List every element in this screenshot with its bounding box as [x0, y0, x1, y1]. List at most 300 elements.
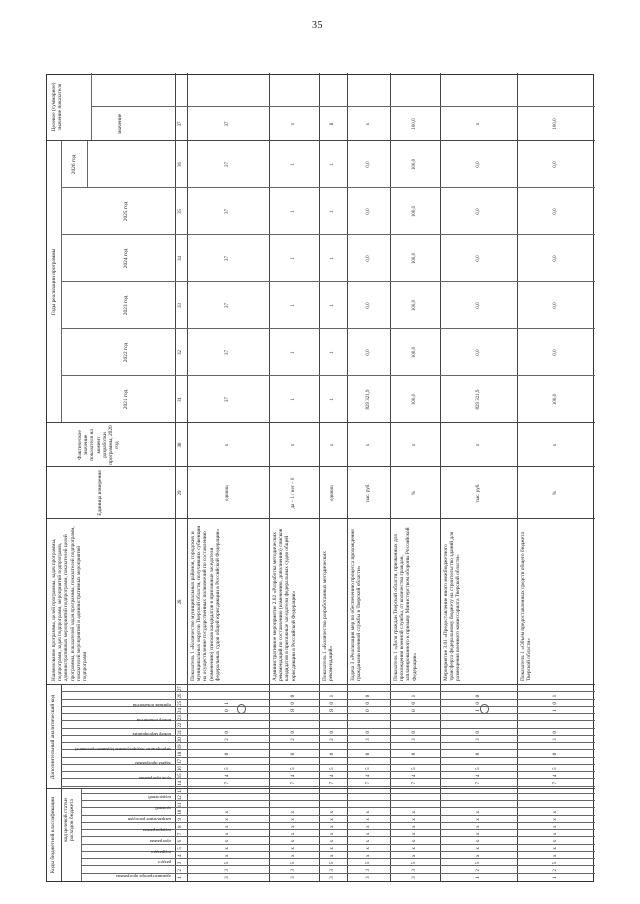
row-code-digit: 4 [291, 774, 296, 778]
row-year-value: 0,0 [553, 161, 558, 168]
row-code-digit: 0 [365, 709, 371, 712]
row-year-value: 0,0 [553, 255, 558, 262]
years-group-header: Годы реализации программы [51, 248, 57, 316]
row-code-digit: x [291, 832, 296, 836]
circle-mark [480, 704, 489, 714]
col-number: 13 [178, 788, 183, 793]
row-year-value: 829 321,9 [475, 389, 481, 410]
row-year-value: 0,0 [365, 161, 371, 168]
row-code-digit: 3 [330, 876, 335, 879]
row-code-digit: 0 [412, 709, 417, 712]
row-code-digit: 3 [330, 869, 335, 872]
row-code-digit: 5 [291, 767, 296, 770]
row-code-digit: x [553, 810, 558, 814]
row-code-digit: 3 [365, 876, 371, 879]
target-value-header: значение [117, 113, 123, 135]
program-indicators-table [46, 74, 594, 882]
row-code-digit: 4 [330, 774, 335, 778]
col-number: 2 [178, 869, 183, 872]
row-name: Показатель 1 «Количество разработанных методических рекомендаций» [322, 551, 335, 681]
row-code-digit: 4 [412, 774, 417, 778]
row-year-value: 100,0 [412, 393, 417, 406]
row-code-digit: Я [291, 708, 296, 713]
row-code-digit: 2 [475, 869, 481, 872]
row-year-value: 0,0 [475, 161, 481, 168]
row-code-digit: 0 [330, 702, 335, 705]
dop-col-header: цель программы [138, 775, 171, 781]
row-year-value: 37 [225, 162, 230, 167]
row-code-digit: 5 [225, 861, 230, 865]
row-code-digit: 2 [553, 869, 558, 872]
col-number-line [187, 73, 188, 881]
col-number: 4 [178, 854, 183, 857]
col-number: 9 [178, 818, 183, 821]
row-code-digit: x [475, 847, 481, 850]
row-code-digit: x [225, 840, 230, 843]
row-fact: x [475, 443, 481, 447]
col-number: 10 [178, 809, 183, 815]
row-code-digit: 5 [291, 861, 296, 865]
row-code-digit: x [225, 818, 230, 821]
row-year-value: 100,0 [412, 299, 417, 312]
row-code-digit: 3 [365, 869, 371, 872]
row-code-digit: 2 [330, 738, 335, 741]
row-code-digit: x [475, 818, 481, 821]
row-year-value: 100,0 [412, 346, 417, 359]
row-year-value: 100,0 [553, 393, 558, 406]
row-name: Задача 3 «Реализация мер по обеспечению процесса прохождения гражданами военной службы в Тверской области» [350, 529, 363, 681]
row-year-value: 0,0 [365, 302, 371, 309]
row-code-digit: 1 [553, 709, 558, 712]
code-col-line [81, 865, 595, 866]
row-code-digit: x [412, 825, 417, 828]
row-target: x [291, 122, 296, 126]
year-header: 2023 год [123, 295, 129, 316]
dop-col-header: признак показателя [132, 703, 171, 709]
row-code-digit: 4 [553, 774, 558, 778]
row-separator [319, 73, 320, 881]
row-year-value: 1 [330, 163, 335, 166]
row-code-digit: 3 [365, 738, 371, 741]
code-col-line [81, 793, 595, 794]
row-code-digit: 7 [225, 781, 230, 785]
row-code-digit: 5 [365, 861, 371, 865]
row-code-digit: x [225, 854, 230, 857]
kbk-col-header: целевой [155, 806, 171, 812]
row-code-digit: 1 [475, 876, 481, 879]
rotated-table-stage [46, 74, 594, 882]
year-line [61, 375, 595, 376]
col-number: 32 [178, 350, 183, 355]
row-code-digit: 0 [553, 752, 558, 756]
row-year-value: 1 [330, 398, 335, 401]
row-unit: тыс. руб. [475, 483, 481, 503]
kbk-group-header: Коды бюджетной классификации [50, 796, 56, 874]
kbk-col-header: подраздел [151, 849, 171, 855]
row-code-digit: 5 [330, 767, 335, 770]
row-code-digit: x [412, 840, 417, 843]
row-year-value: 1 [291, 210, 296, 213]
kbk-col-header: направление расходов [127, 816, 171, 822]
name-column-header: Наименование программы, целей программы, задач программы, подпрограмм, задач подпрограмм, мероприятий подпрограмм, административных мероприятий подпрограмм, показателей целей программы, показателей задач программы, показателей подпрограмм, показателей мероприятий и административных мероприятий подпрограмм [51, 526, 89, 681]
row-code-digit: x [412, 810, 417, 814]
col-number: 11 [178, 802, 183, 808]
year-header: 2024 год [123, 248, 129, 269]
year-line [61, 281, 595, 282]
row-code-digit: 0 [365, 752, 371, 756]
kbk-col-header: подцелевой [148, 795, 171, 801]
row-code-digit: 1 [475, 709, 481, 712]
row-code-digit: x [291, 825, 296, 828]
row-code-digit: 5 [553, 861, 558, 865]
row-code-digit: 0 [291, 694, 296, 698]
row-code-digit: 0 [291, 702, 296, 705]
row-year-value: 0,0 [365, 255, 371, 262]
row-code-digit: 3 [412, 876, 417, 879]
row-code-digit: 5 [412, 767, 417, 770]
code-col-line [61, 786, 595, 787]
row-target: x [475, 122, 481, 126]
row-year-value: 100,0 [412, 158, 417, 171]
row-year-value: 0,0 [553, 349, 558, 356]
row-code-digit: 3 [412, 869, 417, 872]
kbk-col-header: программа [149, 838, 171, 844]
code-col-line [61, 699, 595, 700]
row-code-digit: x [225, 810, 230, 814]
year-header: 2022 год [123, 342, 129, 363]
col-number: 33 [178, 303, 183, 308]
row-code-digit: 5 [225, 767, 230, 770]
row-year-value: 0,0 [475, 302, 481, 309]
row-code-digit: x [365, 832, 371, 836]
row-unit: % [553, 490, 558, 496]
year-line [61, 328, 595, 329]
row-code-digit: 0 [412, 731, 417, 734]
row-code-digit: 3 [553, 738, 558, 741]
row-year-value: 0,0 [365, 208, 371, 215]
row-year-value: 37 [225, 303, 230, 308]
row-code-digit: 0 [365, 694, 371, 698]
col-number: 20 [178, 737, 183, 742]
row-code-digit: 4 [225, 774, 230, 778]
kbk-admin-header: администратора программы [116, 874, 171, 879]
row-target: 6 [330, 122, 335, 126]
row-fact: x [412, 443, 417, 447]
page-number: 35 [312, 20, 323, 31]
dop-col-header: мероприятие подпрограммы (административное) [74, 746, 171, 752]
column-line [47, 684, 595, 685]
col-number: 26 [178, 693, 183, 699]
row-code-digit: x [330, 840, 335, 843]
row-code-digit: 1 [553, 694, 558, 698]
row-code-digit: 1 [330, 694, 335, 698]
row-code-digit: 7 [365, 781, 371, 785]
row-year-value: 0,0 [475, 255, 481, 262]
years-header-line [61, 141, 62, 423]
row-code-digit: x [475, 840, 481, 843]
row-year-value: 829 321,9 [365, 389, 371, 410]
code-col-line [61, 757, 595, 758]
row-code-digit: 0 [475, 702, 481, 705]
row-code-digit: x [365, 847, 371, 850]
code-col-line [81, 815, 595, 816]
row-code-digit: 5 [330, 861, 335, 865]
col-number: 21 [178, 729, 183, 735]
col-number: 17 [178, 758, 183, 764]
row-code-digit: 0 [330, 752, 335, 756]
kbk-col-header: подпрограмма [142, 827, 171, 833]
row-year-value: 100,0 [412, 205, 417, 218]
row-code-digit: x [330, 818, 335, 821]
row-code-digit: 1 [225, 702, 230, 705]
row-code-digit: 4 [475, 774, 481, 778]
dop-col-header: номер мероприятия [132, 732, 171, 738]
col-number: 15 [178, 773, 183, 779]
row-name: Показатель 1 «Доля граждан Тверской области, призванных для прохождения военной службы, от количества граждан, запланированного к призыву Министерством обороны Российской Федерации» [393, 527, 418, 681]
col-number: 1 [178, 876, 183, 879]
kbk-col-header: раздел [158, 860, 171, 866]
row-year-value: 1 [330, 304, 335, 307]
row-code-digit: 0 [225, 731, 230, 734]
row-code-digit: 2 [291, 738, 296, 741]
row-code-digit: x [475, 854, 481, 857]
target-group-header: Целевое (суммарное) значение показателя [51, 82, 64, 132]
col-number: 25 [178, 700, 183, 706]
row-code-digit: x [330, 825, 335, 828]
row-unit: тыс. руб. [365, 483, 371, 503]
row-code-digit: 3 [225, 876, 230, 879]
row-code-digit: 0 [225, 709, 230, 712]
row-code-digit: 5 [365, 767, 371, 770]
row-code-digit: x [225, 825, 230, 828]
row-year-value: 37 [225, 350, 230, 355]
row-code-digit: x [365, 840, 371, 843]
row-name: Административное мероприятие 2.02 «Разработка методических рекомендаций по составлению (изменению, дополнению) списков кандидатов в присяжные заседатели федеральных судов общей юрисдикции в Российской Федерации» [272, 528, 297, 681]
code-col-line [61, 728, 595, 729]
year-2026-split [87, 141, 88, 188]
row-code-digit: 3 [225, 869, 230, 872]
row-code-digit: 0 [365, 731, 371, 734]
code-col-line [81, 822, 595, 823]
target-split [91, 106, 595, 107]
row-code-digit: x [330, 810, 335, 814]
row-year-value: 37 [225, 397, 230, 402]
row-code-digit: x [365, 818, 371, 821]
row-separator [390, 73, 391, 881]
row-code-digit: x [330, 854, 335, 857]
row-code-digit: Я [330, 708, 335, 713]
row-code-digit: x [225, 832, 230, 836]
row-code-digit: 0 [553, 731, 558, 734]
col-number: 7 [178, 832, 183, 836]
row-code-digit: x [365, 810, 371, 814]
column-line [47, 788, 595, 789]
row-year-value: 0,0 [553, 302, 558, 309]
row-code-digit: x [553, 818, 558, 821]
col-number: 19 [178, 744, 183, 750]
row-year-value: 0,0 [475, 349, 481, 356]
col-number: 8 [178, 825, 183, 828]
row-code-digit: 0 [475, 731, 481, 734]
row-code-digit: 2 [225, 738, 230, 741]
col-number: 22 [178, 722, 183, 728]
col-number: 28 [178, 599, 183, 605]
row-code-digit: 7 [291, 781, 296, 785]
col-number: 23 [178, 715, 183, 721]
year-header: 2026 год [71, 154, 77, 175]
row-separator [269, 73, 270, 881]
row-code-digit: x [291, 847, 296, 850]
col-number: 31 [178, 397, 183, 402]
column-line [47, 140, 595, 141]
row-unit: единиц [330, 485, 335, 501]
row-fact: x [553, 443, 558, 447]
col-number: 37 [178, 121, 183, 127]
code-col-line [61, 713, 595, 714]
row-year-value: 1 [291, 163, 296, 166]
row-fact: x [225, 443, 230, 447]
row-separator [517, 73, 518, 881]
row-code-digit: 7 [412, 781, 417, 785]
col-number: 30 [178, 442, 183, 448]
row-code-digit: 4 [365, 774, 371, 778]
year-header: 2025 год [123, 201, 129, 222]
col-number: 18 [178, 751, 183, 757]
row-code-digit: x [412, 818, 417, 821]
row-code-digit: 5 [475, 767, 481, 770]
row-code-digit: 0 [475, 752, 481, 756]
row-code-digit: x [412, 847, 417, 850]
target-header-line [91, 73, 92, 141]
row-code-digit: 5 [412, 861, 417, 865]
row-code-digit: 0 [365, 702, 371, 705]
circle-mark [237, 704, 246, 714]
row-code-digit: x [553, 832, 558, 836]
col-number: 35 [178, 209, 183, 214]
row-code-digit: 5 [553, 767, 558, 770]
row-code-digit: x [330, 847, 335, 850]
year-header: 2021 год [123, 389, 129, 410]
row-code-digit: 3 [291, 876, 296, 879]
row-code-digit: x [553, 840, 558, 843]
code-col-line [61, 771, 595, 772]
col-number: 14 [178, 780, 183, 786]
col-number: 29 [178, 490, 183, 496]
row-code-digit: x [291, 854, 296, 857]
row-year-value: 37 [225, 209, 230, 214]
row-code-digit: 3 [291, 869, 296, 872]
row-name: Мероприятие 3.01 «Предоставление иного межбюджетного трансферта федеральному бюджету на строительство зданий для размещения военного комиссариата Тверской области» [443, 531, 462, 681]
row-fact: x [330, 443, 335, 447]
row-name: Показатель 1 «Количество муниципальных районов, городских и муниципальных округов Тверской области, получивших субвенции на осуществление государственных полномочий по составлению (изменению) списков кандидатов в присяжные заседатели федеральных судов общей юрисдикции в Российской Федерации» [190, 525, 221, 681]
row-code-digit: x [475, 810, 481, 814]
col-number: 27 [178, 686, 183, 692]
row-code-digit: 0 [412, 702, 417, 705]
header-subline [81, 789, 82, 881]
col-number: 5 [178, 847, 183, 850]
column-line [47, 466, 595, 467]
row-code-digit: x [365, 825, 371, 828]
row-target: 100,0 [412, 118, 417, 130]
code-col-line [61, 742, 595, 743]
dop-col-header: задача программы [135, 761, 171, 767]
row-year-value: 1 [291, 257, 296, 260]
row-code-digit: 1 [553, 876, 558, 879]
row-code-digit: 7 [475, 781, 481, 785]
row-code-digit: 0 [330, 731, 335, 734]
row-code-digit: 3 [412, 738, 417, 741]
row-code-digit: 0 [291, 731, 296, 734]
fact-column-header: Фактическое значение показателя на момент разработки программы, 2020 год [77, 425, 121, 465]
code-col-line [81, 836, 595, 837]
row-target: 100,0 [553, 118, 558, 130]
row-code-digit: x [291, 810, 296, 814]
header-bottom-line [175, 73, 176, 881]
row-code-digit: 0 [475, 694, 481, 698]
row-year-value: 1 [330, 210, 335, 213]
column-line [47, 518, 595, 519]
dop-group-header: Дополнительный аналитический код [50, 694, 56, 780]
row-year-value: 1 [330, 351, 335, 354]
header-line [61, 685, 62, 881]
col-number: 34 [178, 256, 183, 261]
row-code-digit: 3 [475, 738, 481, 741]
row-year-value: 0,0 [475, 208, 481, 215]
row-fact: x [365, 443, 371, 447]
row-code-digit: x [412, 854, 417, 857]
col-number: 6 [178, 840, 183, 843]
row-code-digit: 0 [291, 752, 296, 756]
col-number: 3 [178, 861, 183, 865]
unit-column-header: Единица измерения [97, 470, 103, 516]
row-target: x [365, 122, 371, 126]
row-year-value: 1 [291, 304, 296, 307]
col-number: 12 [178, 795, 183, 801]
row-code-digit: x [553, 847, 558, 850]
row-code-digit: x [291, 818, 296, 821]
row-year-value: 0,0 [365, 349, 371, 356]
row-separator [440, 73, 441, 881]
row-code-digit: 0 [412, 752, 417, 756]
row-year-value: 37 [225, 256, 230, 261]
year-line [61, 234, 595, 235]
row-code-digit: x [330, 832, 335, 836]
year-line [61, 187, 595, 188]
row-code-digit: x [412, 832, 417, 836]
row-code-digit: 7 [553, 781, 558, 785]
row-code-digit: 7 [330, 781, 335, 785]
row-code-digit: x [475, 825, 481, 828]
row-code-digit: 0 [225, 752, 230, 756]
code-col-line [81, 800, 595, 801]
row-separator [347, 73, 348, 881]
row-code-digit: x [225, 847, 230, 850]
row-name: Показатель 1 «Объем предоставленных средств общего бюджета Тверской области» [520, 532, 533, 681]
row-code-digit: 1 [412, 694, 417, 698]
row-target: 37 [225, 121, 230, 127]
row-unit: да – 1 / нет – 0 [291, 477, 296, 509]
row-code-digit: 5 [475, 861, 481, 865]
kbk-sub-header: код целевой статьи расходов бюджета [63, 798, 76, 842]
row-year-value: 100,0 [412, 252, 417, 265]
dop-col-header: номер показателя [136, 717, 171, 723]
row-fact: x [291, 443, 296, 447]
col-number: 36 [178, 162, 183, 167]
row-code-digit: x [553, 854, 558, 857]
row-year-value: 1 [291, 398, 296, 401]
col-number: 16 [178, 766, 183, 772]
col-number: 24 [178, 708, 183, 713]
